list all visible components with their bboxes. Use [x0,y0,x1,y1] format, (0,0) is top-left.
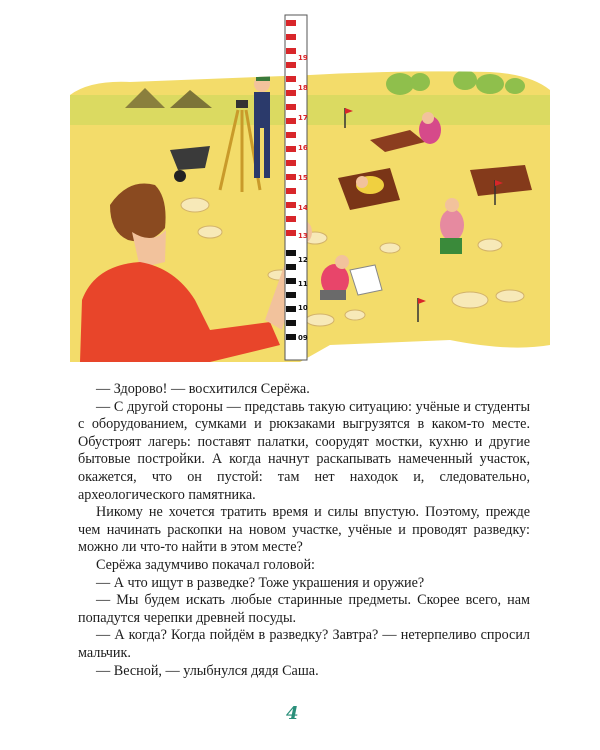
rod-label: 15 [298,174,308,182]
paragraph: — Мы будем искать любые старинные предметы. Скорее всего, нам попадутся черепки древней посуды. [78,592,530,626]
rod-label: 11 [298,280,308,288]
rod-label: 13 [298,232,308,240]
story-text [78,381,530,680]
page-number: 4 [286,703,299,724]
rod-label: 09 [298,334,308,342]
rod-label: 17 [298,114,308,122]
paragraph: Никому не хочется тратить время и силы впустую. Поэтому, прежде чем начинать раскопки на новом участке, учёные и проводят разведку: можно ли что-то найти в этом месте? [78,504,530,556]
paragraph: Серёжа задумчиво покачал головой: [96,556,315,573]
rod-label: 18 [298,84,308,92]
rod-label: 14 [298,204,308,212]
excavation-illustration [70,0,550,362]
measuring-rod [285,15,308,360]
paragraph: — Здорово! — восхитился Серёжа. [96,381,310,397]
rod-label: 10 [298,304,308,312]
rod-label: 19 [298,54,308,62]
paragraph: — А когда? Когда пойдём в разведку? Завтра? — нетерпеливо спросил мальчик. [78,627,530,661]
paragraph: — А что ищут в разведке? Тоже украшения и оружие? [96,574,425,591]
rod-label: 16 [298,144,308,152]
rod-label: 12 [298,256,308,264]
paragraph: — Весной, — улыбнулся дядя Саша. [96,662,319,679]
paragraph: — С другой стороны — представь такую ситуацию: учёные и студенты с оборудованием, сумками и рюкзаками выгрузятся в каком-то месте. Обустроят лагерь: поставят палатки, соорудят мостки, кухню и другие бытовые постройки. А когда начнут раскапывать намеченный участок, окажется, что он пустой: там нет находок и, следовательно, археологического памятника. [78,398,530,503]
